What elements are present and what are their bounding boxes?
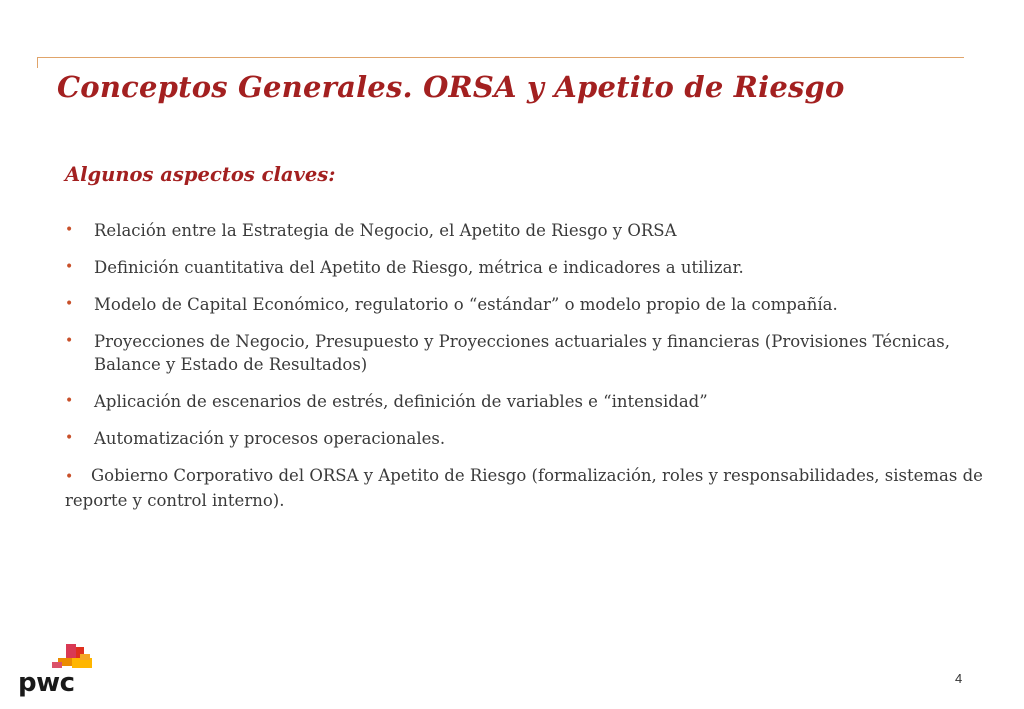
- header-rule: [37, 57, 964, 58]
- list-item-text: Definición cuantitativa del Apetito de Riesgo, métrica e indicadores a utilizar.: [94, 258, 744, 277]
- bullet-icon: •: [65, 469, 74, 485]
- list-item-text: Proyecciones de Negocio, Presupuesto y Proyecciones actuariales y financieras (Provisiones Técnicas, Balance y Estado de Resultados): [94, 332, 950, 374]
- bullet-list: [65, 219, 985, 526]
- list-item: [65, 256, 985, 279]
- list-item: [65, 330, 985, 376]
- logo-text: pwc: [18, 668, 75, 698]
- bullet-icon: •: [65, 222, 74, 238]
- list-item-text: Gobierno Corporativo del ORSA y Apetito de Riesgo (formalización, roles y responsabilidades, sistemas de reporte y control interno).: [65, 466, 983, 510]
- list-item-text: Modelo de Capital Económico, regulatorio o “estándar” o modelo propio de la compañía.: [94, 295, 838, 314]
- bullet-icon: •: [65, 259, 74, 275]
- list-item-text: Relación entre la Estrategia de Negocio, el Apetito de Riesgo y ORSA: [94, 221, 677, 240]
- pwc-logo: [18, 644, 108, 704]
- list-item: [65, 427, 985, 450]
- bullet-icon: •: [65, 333, 74, 349]
- list-item: [65, 293, 985, 316]
- bullet-icon: •: [65, 296, 74, 312]
- bullet-icon: •: [65, 430, 74, 446]
- header-rule-corner: [37, 57, 38, 68]
- list-item-text: Automatización y procesos operacionales.: [94, 429, 446, 448]
- list-item: [65, 219, 985, 242]
- slide-subtitle: Algunos aspectos claves:: [65, 163, 336, 186]
- slide-title: Conceptos Generales. ORSA y Apetito de Riesgo: [57, 70, 845, 104]
- list-item: [65, 464, 985, 512]
- list-item-text: Aplicación de escenarios de estrés, definición de variables e “intensidad”: [94, 392, 708, 411]
- bullet-icon: •: [65, 393, 74, 409]
- list-item: [65, 390, 985, 413]
- page-number: 4: [955, 671, 963, 686]
